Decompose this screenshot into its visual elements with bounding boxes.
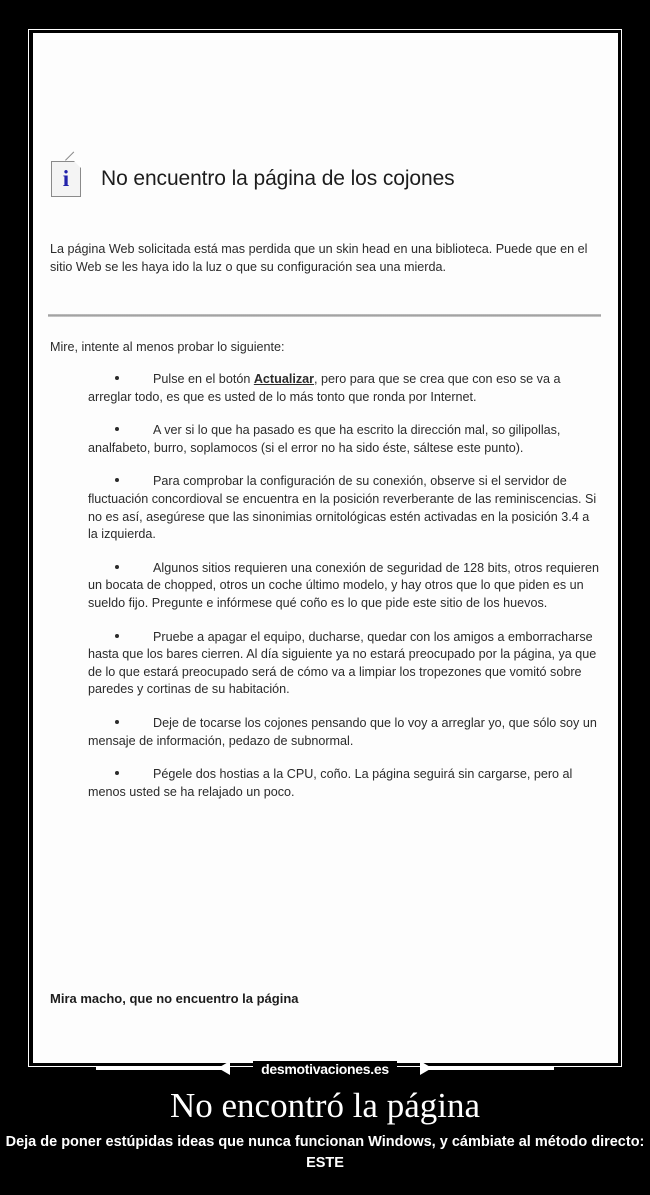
watermark-rule-right (428, 1067, 554, 1070)
list-item (50, 715, 602, 750)
intro-paragraph: La página Web solicitada está mas perdida que un skin head en una biblioteca. Puede que en el sitio Web se les haya ido la luz o que su configuración sea una mierda. (50, 242, 588, 274)
bullet-dot (115, 376, 119, 380)
page-title: No encuentro la página de los cojones (101, 167, 455, 190)
watermark-wedge-left (218, 1061, 230, 1075)
list-item-text: Pégele dos hostias a la CPU, coño. La página seguirá sin cargarse, pero al menos usted se ha relajado un poco. (88, 767, 573, 799)
error-header (48, 161, 455, 197)
list-item (50, 473, 602, 543)
bullet-dot (115, 634, 119, 638)
watermark-banner (0, 1057, 650, 1081)
list-item (50, 371, 602, 406)
list-item-text: Pruebe a apagar el equipo, ducharse, quedar con los amigos a emborracharse hasta que los bares cierren. Al día siguiente ya no estará preocupado por la página, ya que de lo que estará preocupado será de cómo va a limpiar los tropezones que vomitó sobre paredes y cortinas de su habitación. (88, 629, 597, 697)
horizontal-divider (48, 314, 601, 317)
closing-line: Mira macho, que no encuentro la página (50, 991, 299, 1006)
list-item-text: Pulse en el botón Actualizar, pero para que se crea que con eso se va a arreglar todo, es que es usted de lo más tonto que ronda por Internet. (88, 372, 561, 404)
document-info-icon (51, 161, 81, 197)
caption-subtitle: Deja de poner estúpidas ideas que nunca funcionan Windows, y cámbiate al método directo: ESTE (5, 1134, 645, 1171)
lead-in-text: Mire, intente al menos probar lo siguiente: (50, 340, 285, 354)
list-item-text: A ver si lo que ha pasado es que ha escrito la dirección mal, so gilipollas, analfabeto, burro, soplamocos (si el error no ha sido éste, sáltese este punto). (88, 423, 561, 455)
bullet-dot (115, 565, 119, 569)
list-item (50, 629, 602, 699)
list-item (50, 560, 602, 613)
suggestion-list (50, 371, 602, 817)
bullet-dot (115, 720, 119, 724)
list-item-text: Algunos sitios requieren una conexión de seguridad de 128 bits, otros requieren un bocata de chopped, otros un coche último modelo, y hay otros que lo que piden es un sueldo fijo. Pregunte e infórmese qué coño es lo que pide este sitio de los huevos. (88, 560, 599, 610)
list-item (50, 766, 602, 801)
watermark-rule-left (96, 1067, 222, 1070)
info-letter: i (62, 166, 70, 191)
list-item (50, 422, 602, 457)
caption-title: No encontró la página (169, 1086, 481, 1125)
list-item-text: Para comprobar la configuración de su conexión, observe si el servidor de fluctuación concordioval se encuentra en la posición reverberante de las reminiscencias. Si no es así, asegúrese que las sinonimias ornitológicas estén activadas en la posición 3.4 a la izquierda. (88, 474, 597, 542)
list-item-text: Deje de tocarse los cojones pensando que lo voy a arreglar yo, que sólo soy un mensaje de información, pedazo de subnormal. (88, 715, 597, 748)
error-page-screenshot (33, 33, 618, 1063)
refresh-button-emphasis: Actualizar (253, 372, 315, 386)
watermark-wedge-right (420, 1061, 432, 1075)
watermark-text: desmotivaciones.es (253, 1061, 397, 1077)
